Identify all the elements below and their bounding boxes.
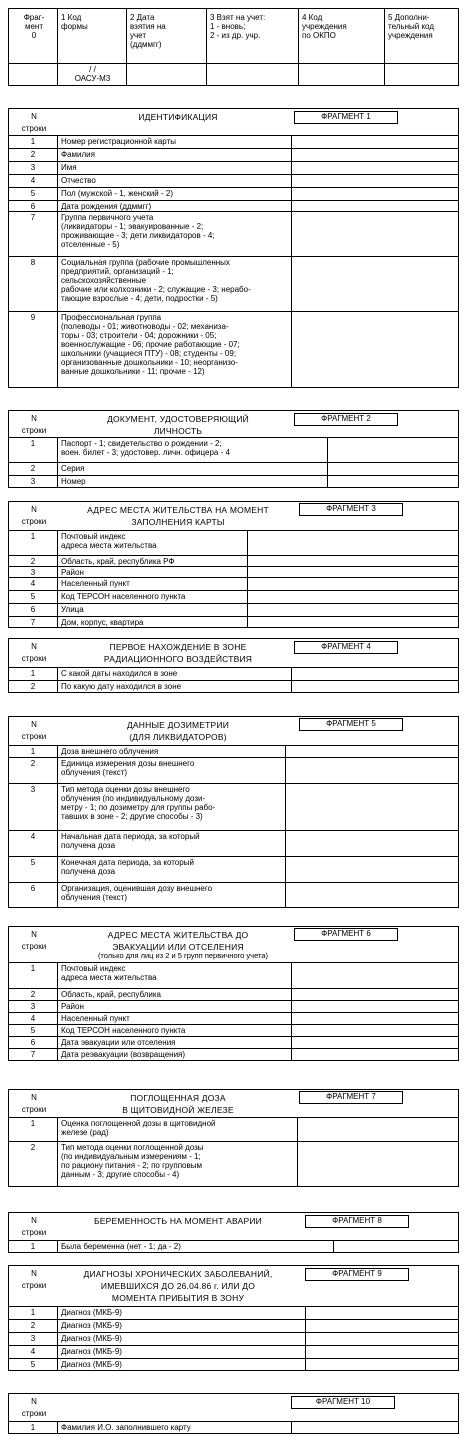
row-label: Почтовый индекс адреса места жительства: [61, 532, 157, 550]
row-value-field[interactable]: [285, 783, 458, 830]
row-label: Населенный пункт: [61, 579, 130, 588]
column-divider: [126, 9, 127, 85]
row-value-field[interactable]: [305, 1319, 458, 1332]
row-label: Тип метода оценки дозы внешнего облучения (по индивидуальному дози- метру - 1; по дозиметру для группы рабо- тавших в зоне - 2; другие способы - 3): [61, 785, 216, 821]
fragment-2-table: [8, 410, 459, 488]
row-value-field[interactable]: [327, 462, 458, 475]
section-title: АДРЕС МЕСТА ЖИТЕЛЬСТВА НА МОМЕНТ ЗАПОЛНЕНИЯ КАРТЫ: [87, 505, 269, 527]
row-number: 2: [30, 759, 36, 768]
row-label: Диагноз (МКБ-9): [61, 1321, 122, 1330]
row-number: 1: [30, 439, 36, 448]
row-number: 2: [30, 1143, 36, 1152]
row-label: Фамилия: [61, 150, 95, 159]
row-number: 4: [30, 1347, 36, 1356]
row-value-field[interactable]: [247, 530, 458, 555]
row-number: 3: [30, 477, 36, 486]
fragment-9-table: [8, 1265, 459, 1371]
row-value-field[interactable]: [291, 667, 458, 680]
row-label: Код ТЕРСОН населенного пункта: [61, 1026, 186, 1035]
row-label: Номер: [61, 477, 86, 486]
row-value-field[interactable]: [247, 590, 458, 603]
fragment-label: ФРАГМЕНТ 7: [299, 1091, 403, 1104]
row-divider: [9, 63, 458, 64]
form-code-value: / / ОАСУ-М3: [74, 65, 111, 83]
row-value-field[interactable]: [305, 1358, 458, 1371]
column-divider: [384, 9, 385, 85]
row-value-field[interactable]: [247, 603, 458, 616]
row-number-header: N строки: [21, 1093, 47, 1114]
row-label: Фамилия И.О. заполнившего карту: [61, 1423, 191, 1432]
row-value-field[interactable]: [291, 1036, 458, 1048]
row-value-field[interactable]: [247, 566, 458, 577]
row-number: 6: [30, 605, 36, 614]
row-number-header: N строки: [21, 1216, 47, 1237]
row-number: 1: [30, 1423, 36, 1432]
row-number: 4: [30, 579, 36, 588]
row-number: 2: [30, 990, 36, 999]
section-title: ПОГЛОЩЕННАЯ ДОЗА В ЩИТОВИДНОЙ ЖЕЛЕЗЕ: [122, 1093, 234, 1115]
row-label: Диагноз (МКБ-9): [61, 1347, 122, 1356]
header-cell-0: Фраг- мент 0: [23, 13, 45, 40]
row-number: 1: [30, 964, 36, 973]
row-label: Организация, оценившая дозу внешнего облучения (текст): [61, 884, 213, 902]
row-label: Улица: [61, 605, 84, 614]
row-number: 8: [30, 258, 36, 267]
row-label: Дата рождения (ддммгг): [61, 202, 152, 211]
row-label: Диагноз (МКБ-9): [61, 1334, 122, 1343]
row-value-field[interactable]: [305, 1306, 458, 1319]
row-value-field[interactable]: [291, 1421, 458, 1434]
row-value-field[interactable]: [305, 1332, 458, 1345]
row-label: Область, край, республика: [61, 990, 161, 999]
row-number: 1: [30, 1119, 36, 1128]
row-label: Оценка поглощенной дозы в щитовидной железе (рад): [61, 1119, 216, 1137]
row-label: Район: [61, 568, 84, 577]
row-label: Дом, корпус, квартира: [61, 618, 144, 627]
row-value-field[interactable]: [291, 1024, 458, 1036]
row-value-field[interactable]: [285, 830, 458, 856]
row-value-field[interactable]: [327, 475, 458, 488]
row-value-field[interactable]: [291, 1048, 458, 1061]
section-title: ДАННЫЕ ДОЗИМЕТРИИ (ДЛЯ ЛИКВИДАТОРОВ): [126, 720, 230, 742]
row-number: 3: [30, 1002, 36, 1011]
row-label: Дата реэвакуации (возвращения): [61, 1050, 186, 1059]
column-divider: [57, 1240, 58, 1252]
row-number: 5: [30, 1026, 36, 1035]
row-number: 7: [30, 213, 36, 222]
row-label: Диагноз (МКБ-9): [61, 1360, 122, 1369]
column-divider: [57, 1421, 58, 1433]
column-divider: [206, 9, 207, 85]
row-number: 3: [30, 568, 36, 577]
row-label: Отчество: [61, 176, 96, 185]
row-number: 5: [30, 858, 36, 867]
row-label: Населенный пункт: [61, 1014, 130, 1023]
row-number: 3: [30, 785, 36, 794]
row-number-header: N строки: [21, 112, 47, 133]
section-title: БЕРЕМЕННОСТЬ НА МОМЕНТ АВАРИИ: [94, 1216, 262, 1226]
row-value-field[interactable]: [291, 174, 458, 187]
section-title: АДРЕС МЕСТА ЖИТЕЛЬСТВА ДО ЭВАКУАЦИИ ИЛИ ОТСЕЛЕНИЯ: [107, 930, 249, 952]
fragment-1-table: [8, 108, 459, 388]
row-number: 4: [30, 832, 36, 841]
column-divider: [57, 962, 58, 1060]
row-number: 2: [30, 464, 36, 473]
row-label: Код ТЕРСОН населенного пункта: [61, 592, 186, 601]
header-cell-5: 5 Дополни- тельный код учреждения: [388, 13, 434, 40]
section-title: ПЕРВОЕ НАХОЖДЕНИЕ В ЗОНЕ РАДИАЦИОННОГО ВОЗДЕЙСТВИЯ: [103, 642, 253, 664]
row-value-field[interactable]: [291, 311, 458, 388]
row-number: 3: [30, 1334, 36, 1343]
row-number: 4: [30, 176, 36, 185]
row-number: 7: [30, 618, 36, 627]
header-cell-3: 3 Взят на учет: 1 - вновь; 2 - из др. учр.: [210, 13, 266, 40]
row-label: Имя: [61, 163, 77, 172]
column-divider: [57, 530, 58, 627]
row-number: 5: [30, 1360, 36, 1369]
row-number: 2: [30, 150, 36, 159]
row-number: 6: [30, 884, 36, 893]
row-number: 9: [30, 313, 36, 322]
fragment-label: ФРАГМЕНТ 10: [291, 1396, 395, 1409]
row-value-field[interactable]: [291, 135, 458, 148]
row-value-field[interactable]: [291, 148, 458, 161]
row-value-field[interactable]: [285, 856, 458, 882]
row-number: 1: [30, 747, 36, 756]
row-value-field[interactable]: [297, 1141, 458, 1187]
row-number: 1: [30, 669, 36, 678]
header-cell-4: 4 Код учреждения по ОКПО: [302, 13, 347, 40]
fragment-5-table: [8, 716, 459, 908]
fragment-10-table: [8, 1393, 459, 1434]
row-value-field[interactable]: [291, 988, 458, 1000]
row-number-header: N строки: [21, 414, 47, 435]
fragment-8-table: [8, 1212, 459, 1253]
row-value-field[interactable]: [297, 1117, 458, 1141]
fragment-label: ФРАГМЕНТ 8: [305, 1215, 409, 1228]
row-number-header: N строки: [21, 642, 47, 663]
header-cell-2: 2 Дата взятия на учет (ддммгг): [130, 13, 166, 49]
row-value-field[interactable]: [291, 680, 458, 693]
column-divider: [57, 135, 58, 387]
row-value-field[interactable]: [291, 1012, 458, 1024]
row-value-field[interactable]: [247, 577, 458, 590]
row-label: Серия: [61, 464, 85, 473]
row-label: Профессиональная группа (полеводы - 01; животноводы - 02; механиза- торы - 03; строители - 04; дорожники - 05; военнослужащие - 06; прочие работающие - 07; школьники (учащиеся ПТУ) - 08; студенты - 09; организованные дошкольники - 10; неорганизо- ванные дошкольники - 11; прочие - 12): [61, 313, 240, 376]
row-label: Группа первичного учета (ликвидаторы - 1; эвакуированные - 2; проживающие - 3; дети ликвидаторов - 4; отселенные - 5): [61, 213, 215, 249]
fragment-label: ФРАГМЕНТ 4: [294, 641, 398, 654]
section-title: ИДЕНТИФИКАЦИЯ: [138, 112, 218, 122]
fragment-label: ФРАГМЕНТ 1: [294, 111, 398, 124]
row-value-field[interactable]: [285, 882, 458, 908]
row-label: Диагноз (МКБ-9): [61, 1308, 122, 1317]
row-number: 5: [30, 189, 36, 198]
row-value-field[interactable]: [285, 757, 458, 783]
section-subtitle: (только для лиц из 2 и 5 групп первичного учета): [97, 951, 269, 960]
row-value-field[interactable]: [291, 161, 458, 174]
row-number-header: N строки: [21, 505, 47, 526]
row-label: С какой даты находился в зоне: [61, 669, 178, 678]
row-value-field[interactable]: [291, 211, 458, 256]
fragment-6-table: [8, 926, 459, 1061]
row-value-field[interactable]: [291, 1000, 458, 1012]
row-value-field[interactable]: [305, 1345, 458, 1358]
row-number-header: N строки: [21, 1397, 47, 1418]
fragment-label: ФРАГМЕНТ 6: [294, 928, 398, 941]
row-label: Почтовый индекс адреса места жительства: [61, 964, 157, 982]
section-title: ДИАГНОЗЫ ХРОНИЧЕСКИХ ЗАБОЛЕВАНИЙ, ИМЕВШИХСЯ ДО 26.04.86 г. ИЛИ ДО МОМЕНТА ПРИБЫТИЯ В ЗОНУ: [83, 1269, 273, 1303]
row-value-field[interactable]: [333, 1240, 458, 1253]
section-title: ДОКУМЕНТ, УДОСТОВЕРЯЮЩИЙ ЛИЧНОСТЬ: [107, 414, 249, 436]
row-value-field[interactable]: [247, 616, 458, 628]
row-number-header: N строки: [21, 1269, 47, 1290]
row-number: 6: [30, 1038, 36, 1047]
row-value-field[interactable]: [291, 256, 458, 311]
row-label: Единица измерения дозы внешнего облучения (текст): [61, 759, 195, 777]
row-label: Конечная дата периода, за который получена доза: [61, 858, 194, 876]
fragment-7-table: [8, 1089, 459, 1187]
fragment-4-table: [8, 638, 459, 693]
row-label: По какую дату находился в зоне: [61, 682, 182, 691]
row-number-header: N строки: [21, 720, 47, 741]
row-number: 6: [30, 202, 36, 211]
row-label: Дата эвакуации или отселения: [61, 1038, 176, 1047]
row-number: 1: [30, 1308, 36, 1317]
fragment-3-table: [8, 501, 459, 628]
row-label: Номер регистрационной карты: [61, 137, 176, 146]
row-number: 5: [30, 592, 36, 601]
row-value-field[interactable]: [327, 437, 458, 462]
row-label: Район: [61, 1002, 84, 1011]
section-title: [57, 1396, 297, 1421]
row-value-field[interactable]: [291, 187, 458, 200]
row-label: Тип метода оценки поглощенной дозы (по индивидуальным измерениям - 1; по рациону питания - 2; по групповым данным - 3; другие способы - 4): [61, 1143, 204, 1179]
row-label: Была беременна (нет - 1; да - 2): [61, 1242, 181, 1251]
fragment-label: ФРАГМЕНТ 5: [299, 718, 403, 731]
header-cell-1: 1 Код формы: [61, 13, 88, 31]
row-label: Область, край, республика РФ: [61, 557, 175, 566]
row-number: 2: [30, 682, 36, 691]
row-number: 7: [30, 1050, 36, 1059]
row-value-field[interactable]: [291, 200, 458, 211]
fragment-label: ФРАГМЕНТ 9: [305, 1268, 409, 1281]
fragment-label: ФРАГМЕНТ 3: [299, 503, 403, 516]
header-table: [8, 8, 459, 86]
row-label: Социальная группа (рабочие промышленных предприятий, организаций - 1; сельскохозяйственные рабочие или колхозники - 2; служащие - 3; нерабо- тающие взрослые - 4; дети, подростки - 5): [61, 258, 251, 303]
row-label: Пол (мужской - 1, женский - 2): [61, 189, 173, 198]
column-divider: [57, 1117, 58, 1186]
row-value-field[interactable]: [291, 962, 458, 988]
row-number-header: N строки: [21, 930, 47, 951]
fragment-label: ФРАГМЕНТ 2: [294, 413, 398, 426]
row-number: 2: [30, 557, 36, 566]
row-value-field[interactable]: [247, 555, 458, 566]
row-number: 2: [30, 1321, 36, 1330]
row-number: 3: [30, 163, 36, 172]
row-number: 1: [30, 137, 36, 146]
column-divider: [57, 1306, 58, 1370]
row-label: Начальная дата периода, за который получена доза: [61, 832, 200, 850]
row-number: 4: [30, 1014, 36, 1023]
row-label: Доза внешнего облучения: [61, 747, 159, 756]
row-label: Паспорт - 1; свидетельство о рождении - 2; воен. билет - 3; удостовер. личн. офицера - 4: [61, 439, 230, 457]
row-value-field[interactable]: [285, 745, 458, 757]
row-number: 1: [30, 532, 36, 541]
column-divider: [298, 9, 299, 85]
row-number: 1: [30, 1242, 36, 1251]
